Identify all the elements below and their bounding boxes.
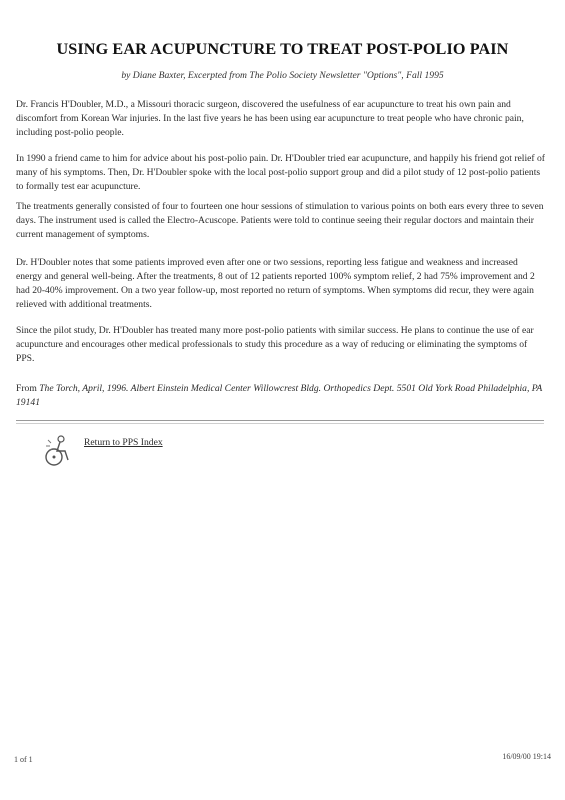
source-label: From (16, 383, 37, 394)
paragraph-1: Dr. Francis H'Doubler, M.D., a Missouri thoracic surgeon, discovered the usefulness of ear acupuncture to treat his own pain and discomfort from Korean War injuries. In the last five years he has been using ear acupuncture to treat people who have chronic pain, including post-polio people. (16, 99, 524, 138)
source-citation (16, 382, 546, 410)
paragraph-5: Since the pilot study, Dr. H'Doubler has treated many more post-polio patients with similar success. He plans to continue the use of ear acupuncture and encourages other medical professionals to study this procedure as a way of reducing or eliminating the symptoms of PPS. (16, 325, 534, 364)
wheelchair-icon[interactable] (40, 434, 74, 468)
divider-shadow (16, 423, 544, 424)
divider (16, 420, 544, 421)
byline: by Diane Baxter, Excerpted from The Polio Society Newsletter "Options", Fall 1995 (121, 70, 444, 81)
page-title: USING EAR ACUPUNCTURE TO TREAT POST-POLIO PAIN (56, 40, 509, 58)
return-to-index-link[interactable]: Return to PPS Index (84, 437, 163, 448)
source-text: The Torch, April, 1996. Albert Einstein Medical Center Willowcrest Bldg. Orthopedics Dept. 5501 Old York Road Philadelphia, PA 19141 (16, 383, 543, 408)
paragraph-4: Dr. H'Doubler notes that some patients improved even after one or two sessions, reporting less fatigue and weakness and increased energy and general well-being. After the treatments, 8 out of 12 patients reported 100% symptom relief, 2 had 75% improvement and 2 had 20-40% improvement. On a two year follow-up, most reported no return of symptoms. When symptoms did recur, they were again relieved with additional treatments. (16, 257, 535, 310)
print-timestamp: 16/09/00 19:14 (502, 752, 551, 761)
paragraph-3: The treatments generally consisted of four to fourteen one hour sessions of stimulation to various points on both ears every three to seven days. The instrument used is called the Electro-Acuscope. Patients were told to continue seeing their regular doctors and maintain their current management of symptoms. (16, 201, 544, 240)
paragraph-2: In 1990 a friend came to him for advice about his post-polio pain. Dr. H'Doubler tried ear acupuncture, and happily his friend got relief of many of his symptoms. Then, Dr. H'Doubler spoke with the local post-polio support group and did a pilot study of 12 post-polio patients to formally test ear acupuncture. (16, 153, 545, 192)
page-number: 1 of 1 (14, 755, 33, 764)
